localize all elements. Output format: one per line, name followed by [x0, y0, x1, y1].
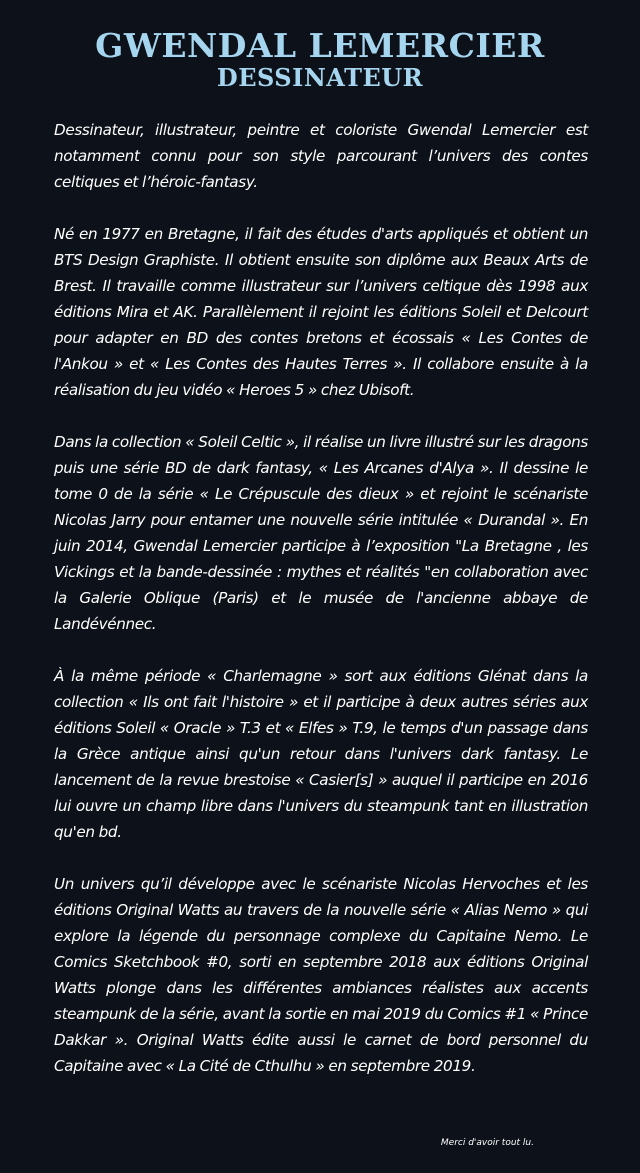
- page-title: GWENDAL LEMERCIER: [95, 26, 545, 65]
- biography-text: [54, 117, 588, 1079]
- page-subtitle: DESSINATEUR: [216, 63, 424, 92]
- paragraph-charlemagne: À la même période « Charlemagne » sort aux éditions Glénat dans la collection « Ils ont fait l'histoire » et il participe à deux autres séries aux éditions Soleil « Oracle » T.3 et « Elfes » T.9, le temps d'un passage dans la Grèce antique ainsi qu'un retour dans l'univers dark fantasy. Le lancement de la revue brestoise « Casier[s] » auquel il participe en 2016 lui ouvre un champ libre dans l'univers du steampunk tant en illustration qu'en bd.: [54, 667, 588, 841]
- footer-note: Merci d'avoir tout lu.: [440, 1138, 534, 1148]
- paragraph-intro: Dessinateur, illustrateur, peintre et coloriste Gwendal Lemercier est notamment connu pour son style parcourant l’univers des contes celtiques et l’héroic-fantasy.: [54, 121, 588, 191]
- paragraph-early-career: Né en 1977 en Bretagne, il fait des études d'arts appliqués et obtient un BTS Design Graphiste. Il obtient ensuite son diplôme aux Beaux Arts de Brest. Il travaille comme illustrateur sur l’univers celtique dès 1998 aux éditions Mira et AK. Parallèlement il rejoint les éditions Soleil et Delcourt pour adapter en BD des contes bretons et écossais « Les Contes de l'Ankou » et « Les Contes des Hautes Terres ». Il collabore ensuite à la réalisation du jeu vidéo « Heroes 5 » chez Ubisoft.: [54, 225, 588, 399]
- paragraph-alias-nemo: Un univers qu’il développe avec le scénariste Nicolas Hervoches et les éditions Original Watts au travers de la nouvelle série « Alias Nemo » qui explore la légende du personnage complexe du Capitaine Nemo. Le Comics Sketchbook #0, sorti en septembre 2018 aux éditions Original Watts plonge dans les différentes ambiances réalistes aux accents steampunk de la série, avant la sortie en mai 2019 du Comics #1 « Prince Dakkar ». Original Watts édite aussi le carnet de bord personnel du Capitaine avec « La Cité de Cthulhu » en septembre 2019.: [54, 875, 588, 1075]
- paragraph-soleil-celtic: Dans la collection « Soleil Celtic », il réalise un livre illustré sur les dragons puis une série BD de dark fantasy, « Les Arcanes d'Alya ». Il dessine le tome 0 de la série « Le Crépuscule des dieux » et rejoint le scénariste Nicolas Jarry pour entamer une nouvelle série intitulée « Durandal ». En juin 2014, Gwendal Lemercier participe à l’exposition "La Bretagne , les Vickings et la bande-dessinée : mythes et réalités "en collaboration avec la Galerie Oblique (Paris) et le musée de l'ancienne abbaye de Landévénnec.: [54, 433, 588, 633]
